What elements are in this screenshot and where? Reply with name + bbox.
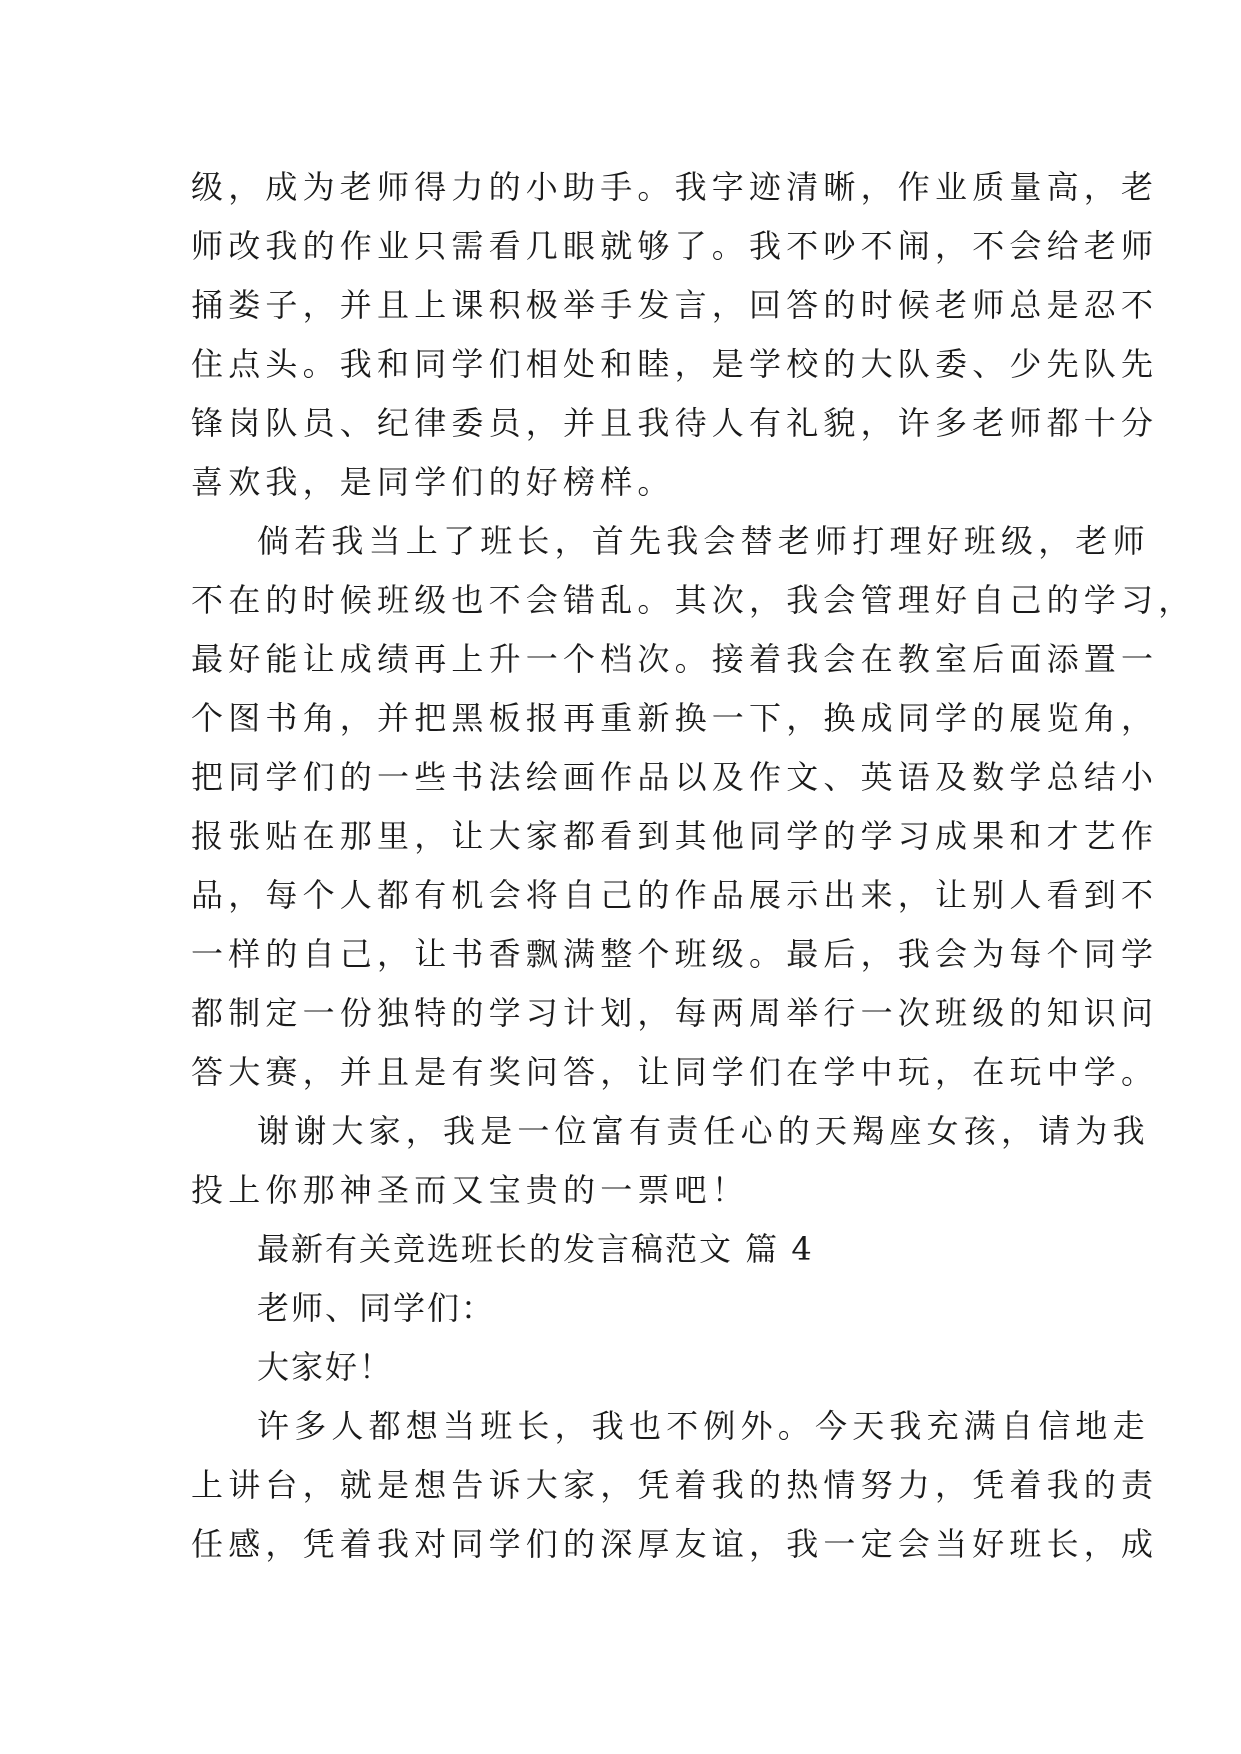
paragraph-line: 上讲台，就是想告诉大家，凭着我的热情努力，凭着我的责 — [191, 1466, 1159, 1504]
paragraph-line: 品，每个人都有机会将自己的作品展示出来，让别人看到不 — [191, 876, 1159, 914]
paragraph-line: 个图书角，并把黑板报再重新换一下，换成同学的展览角， — [191, 699, 1159, 737]
paragraph-line: 不在的时候班级也不会错乱。其次，我会管理好自己的学习， — [191, 581, 1196, 619]
paragraph-line: 投上你那神圣而又宝贵的一票吧！ — [191, 1171, 750, 1209]
paragraph-line: 住点头。我和同学们相处和睦，是学校的大队委、少先队先 — [191, 345, 1159, 383]
paragraph-line: 谢谢大家，我是一位富有责任心的天羯座女孩，请为我 — [257, 1112, 1150, 1150]
paragraph-line: 捅娄子，并且上课积极举手发言，回答的时候老师总是忍不 — [191, 286, 1159, 324]
paragraph-line: 答大赛，并且是有奖问答，让同学们在学中玩，在玩中学。 — [191, 1053, 1159, 1091]
paragraph-line: 报张贴在那里，让大家都看到其他同学的学习成果和才艺作 — [191, 817, 1159, 855]
salutation-line: 老师、同学们： — [257, 1289, 496, 1327]
paragraph-line: 师改我的作业只需看几眼就够了。我不吵不闹，不会给老师 — [191, 227, 1159, 265]
document-body — [191, 158, 1196, 1574]
paragraph-line: 喜欢我，是同学们的好榜样。 — [191, 463, 675, 501]
paragraph-line: 最好能让成绩再上升一个档次。接着我会在教室后面添置一 — [191, 640, 1159, 678]
paragraph-line: 锋岗队员、纪律委员，并且我待人有礼貌，许多老师都十分 — [191, 404, 1159, 442]
paragraph-line: 都制定一份独特的学习计划，每两周举行一次班级的知识问 — [191, 994, 1159, 1032]
greeting-line: 大家好！ — [257, 1348, 394, 1386]
paragraph-line: 把同学们的一些书法绘画作品以及作文、英语及数学总结小 — [191, 758, 1159, 796]
paragraph-line: 任感，凭着我对同学们的深厚友谊，我一定会当好班长，成 — [191, 1525, 1159, 1563]
paragraph-line: 倘若我当上了班长，首先我会替老师打理好班级，老师 — [257, 522, 1150, 560]
paragraph-line: 一样的自己，让书香飘满整个班级。最后，我会为每个同学 — [191, 935, 1159, 973]
section-heading: 最新有关竞选班长的发言稿范文 篇 4 — [257, 1230, 814, 1268]
paragraph-line: 许多人都想当班长，我也不例外。今天我充满自信地走 — [257, 1407, 1150, 1445]
paragraph-line: 级，成为老师得力的小助手。我字迹清晰，作业质量高，老 — [191, 168, 1159, 206]
